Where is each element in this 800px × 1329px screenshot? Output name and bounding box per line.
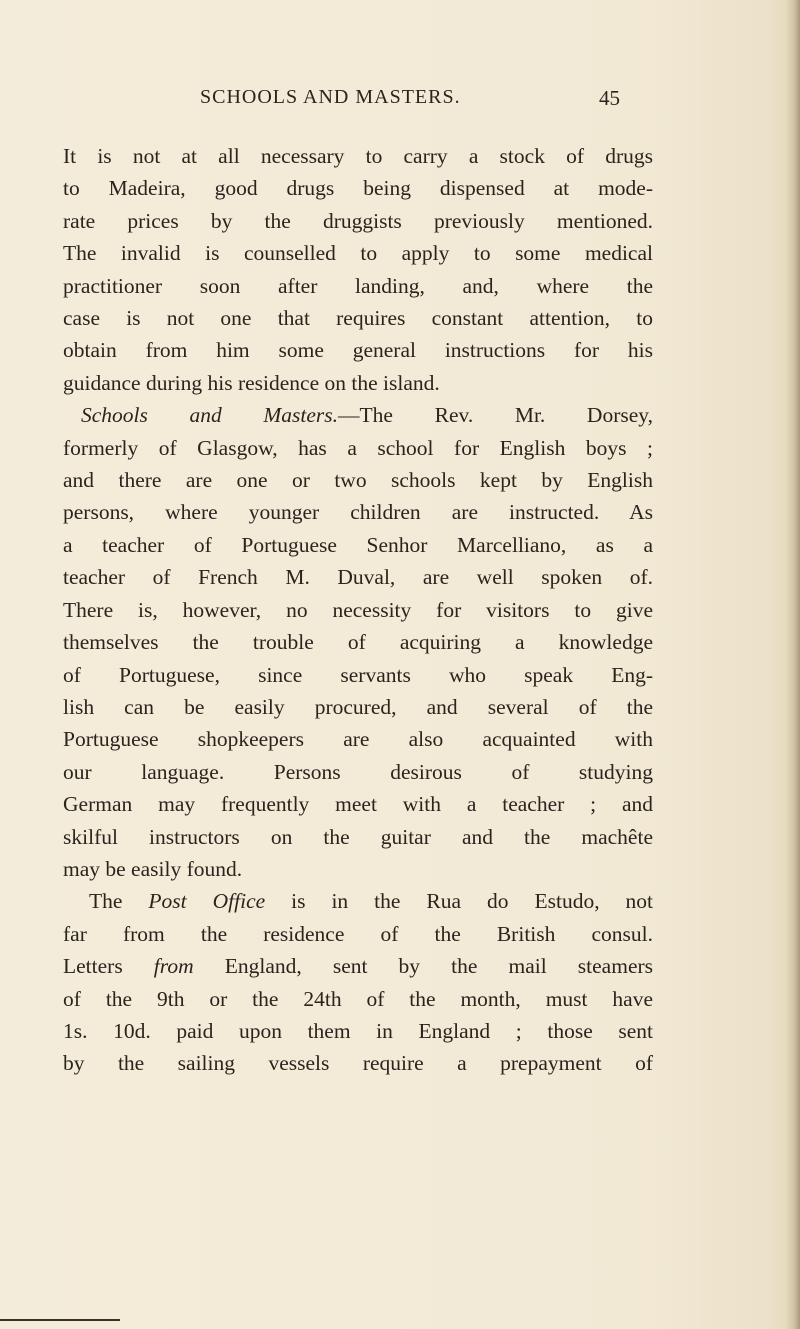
text-line: lish can be easily procured, and several of the xyxy=(63,694,653,719)
text-line: It is not at all necessary to carry a stock of drugs xyxy=(63,144,653,168)
page-number: 45 xyxy=(599,86,620,110)
text-line: and there are one or two schools kept by English xyxy=(63,468,653,493)
text-line: Portuguese shopkeepers are also acquainted with xyxy=(63,727,653,752)
text-line: The invalid is counselled to apply to some medical xyxy=(63,241,653,266)
post-office-paragraph-start xyxy=(63,885,653,917)
text-line: case is not one that requires constant attention, to xyxy=(63,306,653,331)
text-line: of Portuguese, since servants who speak Eng- xyxy=(63,662,653,687)
page-header xyxy=(200,86,620,116)
page-edge-shadow xyxy=(786,0,800,1329)
schools-heading-rest: —The Rev. Mr. Dorsey, xyxy=(338,403,653,428)
letters-line xyxy=(63,950,653,982)
letters-from: from xyxy=(153,954,194,979)
post-office-rest: is in the Rua do Estudo, not xyxy=(291,889,654,914)
post-the: The xyxy=(89,889,123,914)
text-line: formerly of Glasgow, has a school for English boys ; xyxy=(63,435,653,460)
text-line: obtain from him some general instructions for his xyxy=(63,338,653,363)
text-line: persons, where younger children are instructed. As xyxy=(63,500,653,525)
text-line: rate prices by the druggists previously mentioned. xyxy=(63,208,653,233)
text-line: German may frequently meet with a teacher ; and xyxy=(63,792,653,817)
post-office-heading: Post Office xyxy=(148,889,266,914)
text-line: far from the residence of the British consul. xyxy=(63,921,653,946)
text-line: by the sailing vessels require a prepayment of xyxy=(63,1051,653,1076)
text-line: 1s. 10d. paid upon them in England ; those sent xyxy=(63,1018,653,1043)
text-line: a teacher of Portuguese Senhor Marcelliano, as a xyxy=(63,532,653,557)
bottom-rule xyxy=(0,1319,120,1321)
text-line: guidance during his residence on the island. xyxy=(63,370,440,395)
text-line: to Madeira, good drugs being dispensed at mode- xyxy=(63,176,653,201)
body-text xyxy=(63,140,653,1080)
text-line: of the 9th or the 24th of the month, must have xyxy=(63,986,653,1011)
text-line: themselves the trouble of acquiring a knowledge xyxy=(63,630,653,655)
schools-paragraph-start xyxy=(63,399,653,431)
text-line: skilful instructors on the guitar and the machête xyxy=(63,824,653,849)
running-title: SCHOOLS AND MASTERS. xyxy=(200,86,461,108)
letters-word: Letters xyxy=(63,954,123,979)
text-line: may be easily found. xyxy=(63,856,243,881)
text-line: teacher of French M. Duval, are well spoken of. xyxy=(63,565,653,590)
schools-heading: Schools and Masters. xyxy=(81,403,339,428)
letters-rest: England, sent by the mail steamers xyxy=(224,954,654,979)
text-line: practitioner soon after landing, and, where the xyxy=(63,273,653,298)
text-line: our language. Persons desirous of studying xyxy=(63,759,653,784)
text-line: There is, however, no necessity for visitors to give xyxy=(63,597,653,622)
